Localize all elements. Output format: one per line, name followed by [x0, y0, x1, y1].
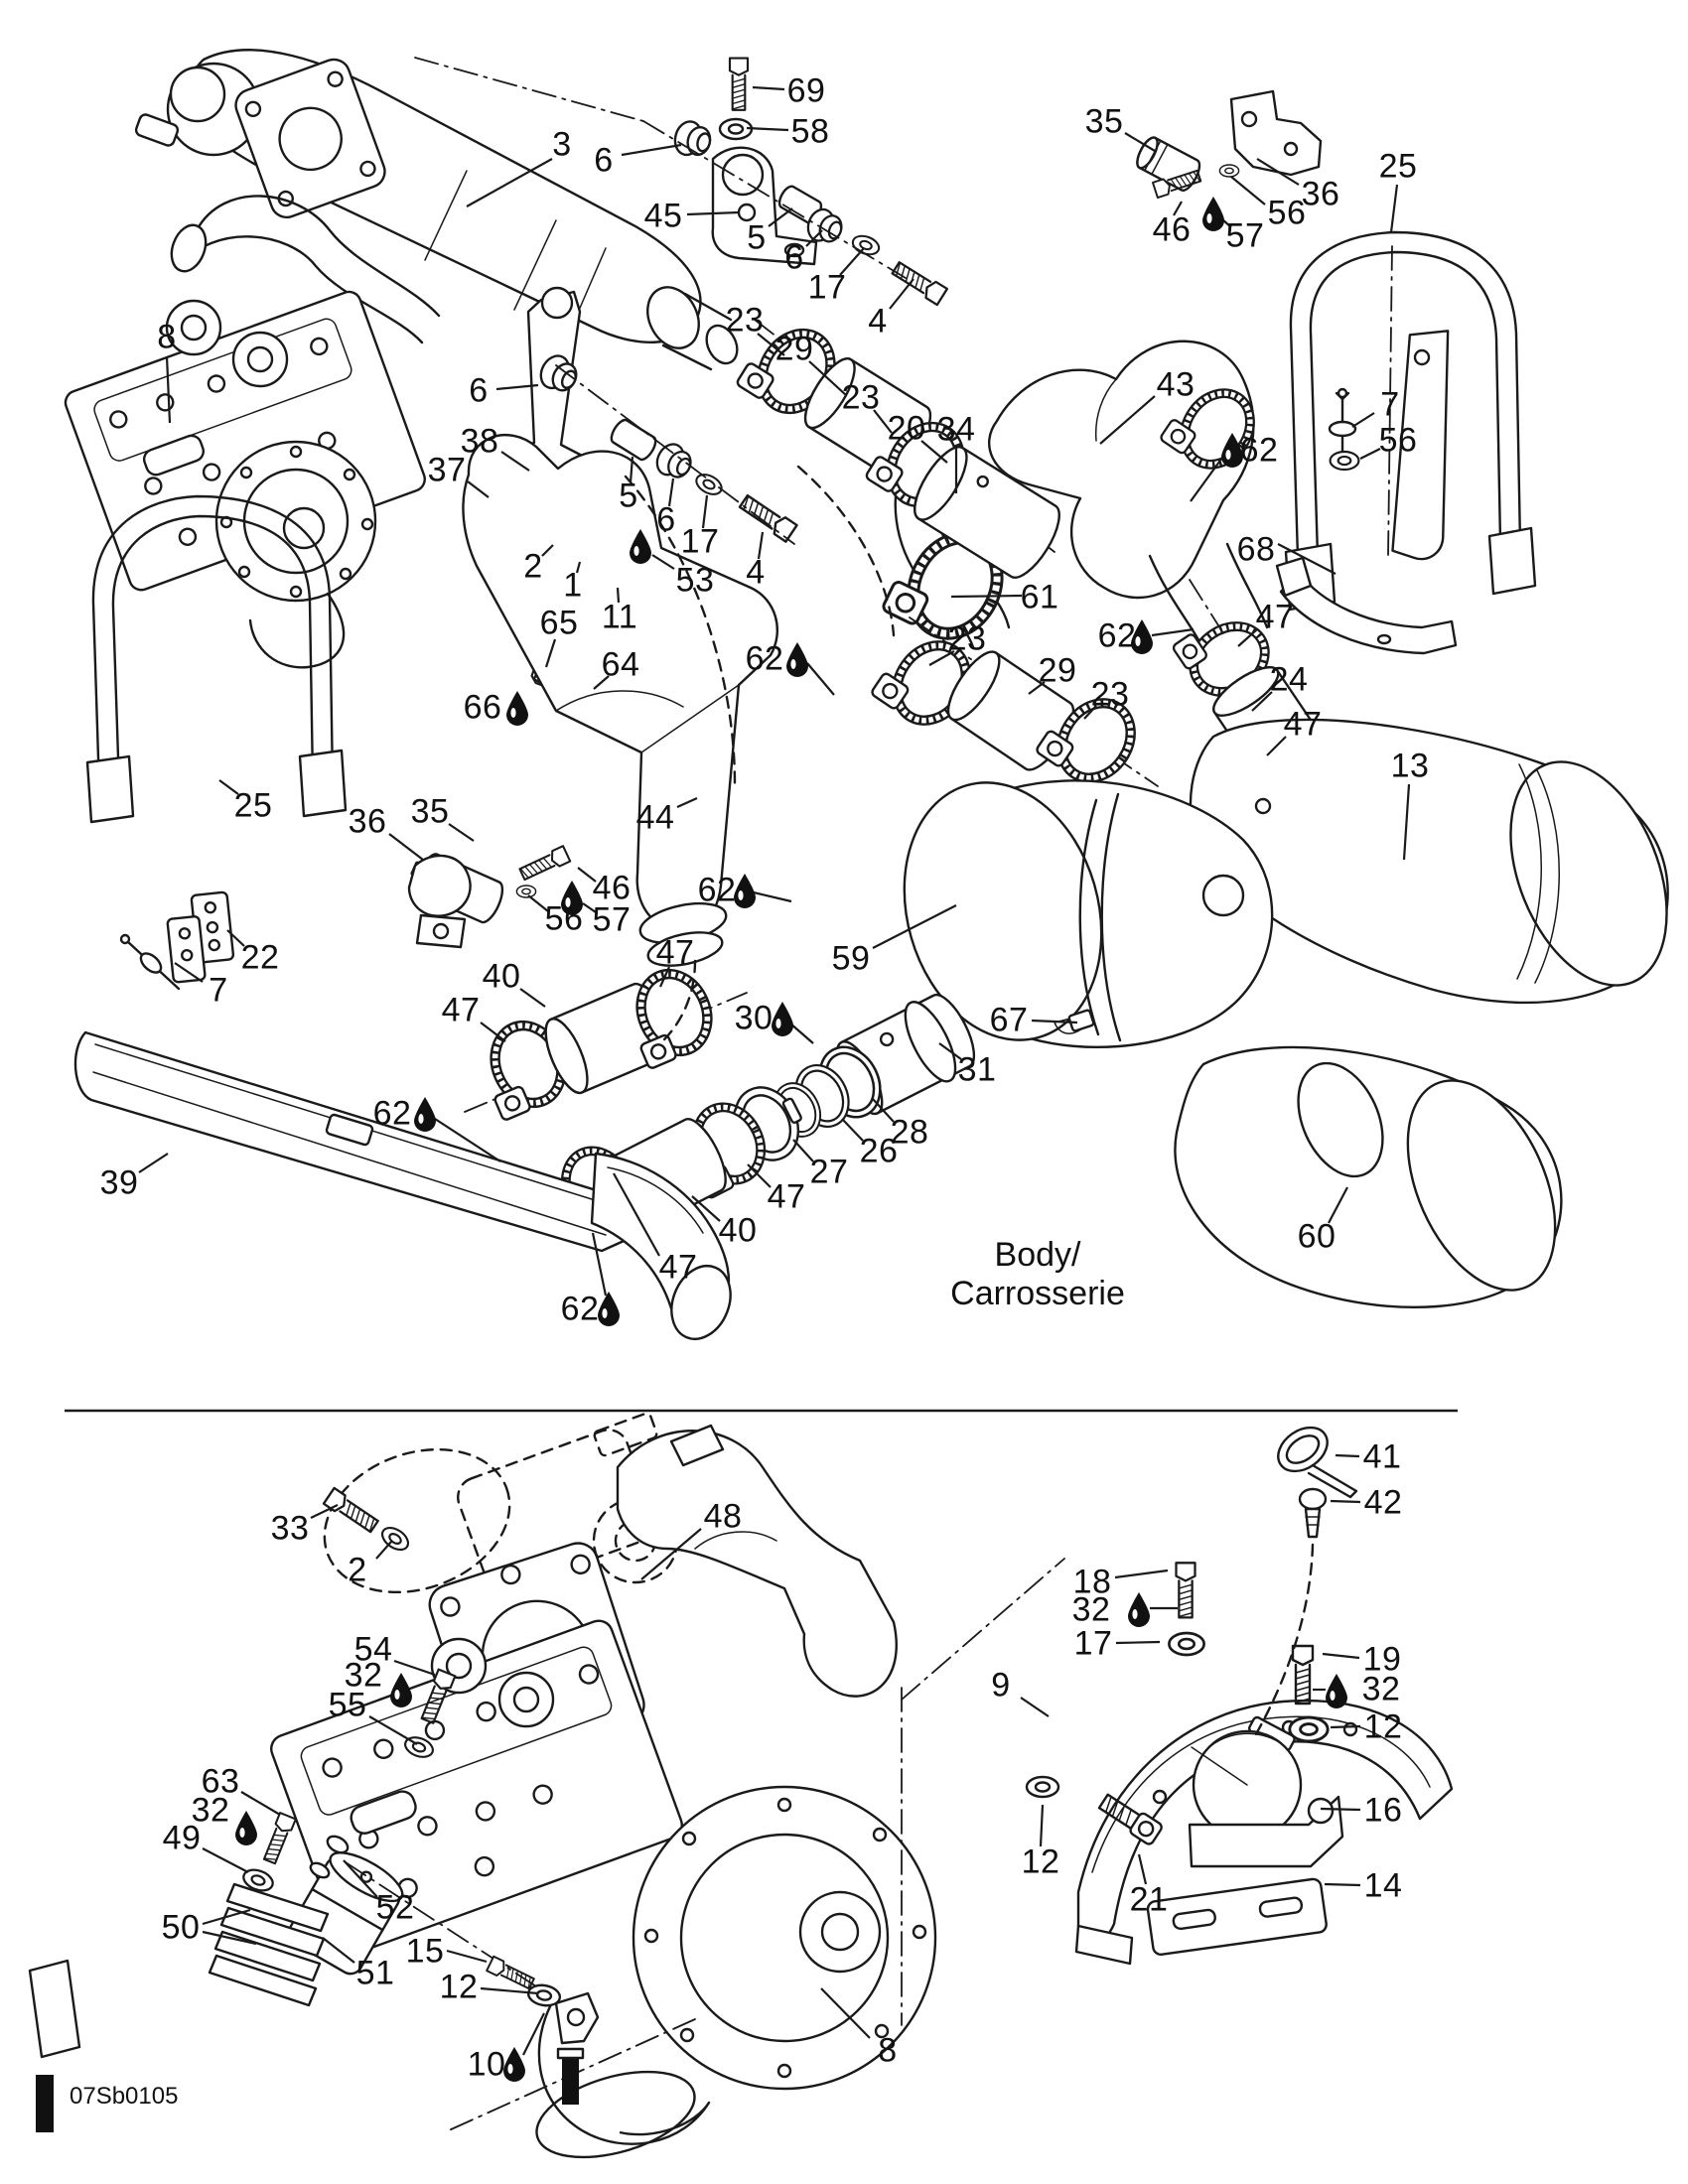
part-callout-32: 32 — [344, 1656, 383, 1695]
leader-line — [1100, 396, 1155, 444]
leader-line — [1321, 1809, 1360, 1810]
part-callout-36: 36 — [1301, 175, 1340, 213]
leader-line — [1238, 629, 1257, 646]
leader-line — [467, 159, 552, 206]
part-callout-34: 34 — [936, 410, 976, 449]
part-callout-6: 6 — [594, 141, 614, 180]
leader-line — [873, 905, 956, 948]
part-callout-4: 4 — [746, 553, 766, 592]
leader-line — [1331, 1726, 1360, 1727]
body-annotation-line2: Carrosserie — [950, 1275, 1125, 1312]
leader-line — [687, 212, 739, 214]
part-callout-27: 27 — [809, 1153, 849, 1191]
part-callout-30: 30 — [734, 999, 774, 1037]
leader-line — [344, 1860, 377, 1897]
part-callout-41: 41 — [1362, 1437, 1402, 1476]
leader-line — [1257, 159, 1299, 185]
leader-line — [481, 1988, 538, 1993]
leader-line — [1139, 1854, 1146, 1884]
part-callout-17: 17 — [807, 268, 847, 307]
part-callout-4: 4 — [868, 302, 888, 341]
leader-line — [821, 1988, 870, 2038]
part-callout-47: 47 — [1255, 598, 1295, 636]
leader-line — [809, 361, 846, 395]
part-callout-23: 23 — [947, 619, 987, 658]
part-callout-47: 47 — [658, 1248, 698, 1287]
part-callout-46: 46 — [1152, 210, 1192, 249]
leader-line — [753, 87, 784, 89]
leader-line — [369, 1716, 417, 1744]
part-callout-8: 8 — [157, 318, 177, 356]
part-callout-32: 32 — [1361, 1670, 1401, 1708]
leader-line — [593, 1233, 606, 1296]
part-callout-48: 48 — [703, 1497, 743, 1536]
oil-drop-icon — [772, 1002, 793, 1036]
leader-line — [468, 481, 489, 497]
part-callout-31: 31 — [957, 1050, 997, 1089]
leader-line — [496, 385, 538, 389]
oil-drop-icon — [1202, 197, 1224, 231]
part-callout-45: 45 — [643, 197, 683, 235]
leader-line — [311, 1505, 338, 1518]
part-callout-36: 36 — [348, 802, 387, 841]
part-callout-44: 44 — [635, 798, 675, 837]
part-callout-47: 47 — [767, 1177, 806, 1216]
leader-line — [447, 1951, 487, 1962]
part-callout-62: 62 — [1239, 431, 1279, 470]
oil-drop-icon — [1128, 1592, 1150, 1627]
part-callout-47: 47 — [441, 991, 481, 1029]
leader-line — [951, 596, 1022, 597]
part-callout-32: 32 — [1071, 1590, 1111, 1629]
part-callout-53: 53 — [675, 561, 715, 600]
part-callout-39: 39 — [99, 1163, 139, 1202]
part-callout-23: 23 — [1090, 675, 1130, 714]
part-callout-7: 7 — [209, 971, 228, 1010]
part-callout-25: 25 — [1378, 147, 1418, 186]
leader-line — [203, 1932, 256, 1944]
part-callout-16: 16 — [1363, 1791, 1403, 1830]
leader-line — [1278, 544, 1336, 574]
part-callout-5: 5 — [747, 218, 767, 257]
part-callout-69: 69 — [786, 71, 826, 110]
part-callout-13: 13 — [1390, 747, 1430, 785]
oil-drop-icon — [1326, 1674, 1347, 1708]
part-callout-20: 20 — [887, 409, 926, 448]
leader-line — [652, 555, 674, 569]
part-callout-26: 26 — [859, 1132, 899, 1170]
leader-line — [449, 824, 474, 841]
oil-drop-icon — [414, 1097, 436, 1132]
part-callout-58: 58 — [790, 112, 830, 151]
part-callout-56: 56 — [1378, 421, 1418, 460]
leader-line — [376, 1542, 391, 1559]
leader-line — [807, 663, 834, 695]
leader-line — [622, 145, 681, 155]
leader-line — [481, 1023, 505, 1041]
leader-line — [203, 1848, 248, 1872]
oil-drop-icon — [235, 1811, 257, 1845]
leader-line — [175, 963, 203, 982]
part-callout-62: 62 — [697, 871, 737, 909]
part-callout-28: 28 — [890, 1113, 929, 1152]
part-callout-35: 35 — [1084, 102, 1124, 141]
leader-line — [546, 639, 555, 667]
leader-line — [769, 208, 792, 226]
leader-line — [614, 1173, 659, 1256]
part-callout-54: 54 — [353, 1630, 393, 1669]
leader-line — [389, 834, 423, 860]
part-callout-23: 23 — [725, 301, 765, 340]
leader-line — [1391, 185, 1397, 232]
part-callout-2: 2 — [523, 547, 543, 586]
part-callout-5: 5 — [619, 477, 638, 515]
leader-line — [323, 1938, 354, 1963]
part-callout-57: 57 — [592, 900, 632, 939]
leader-line — [1152, 629, 1194, 635]
part-callout-46: 46 — [592, 869, 632, 907]
part-callout-55: 55 — [328, 1686, 367, 1724]
part-callout-60: 60 — [1297, 1217, 1336, 1256]
leader-line — [1125, 133, 1155, 151]
leader-line — [890, 279, 914, 309]
leader-line — [203, 1910, 250, 1924]
part-callout-62: 62 — [745, 639, 784, 678]
part-callout-33: 33 — [270, 1509, 310, 1548]
part-callout-32: 32 — [191, 1791, 230, 1830]
part-callout-62: 62 — [1097, 616, 1137, 655]
part-callout-14: 14 — [1363, 1866, 1403, 1905]
part-callout-2: 2 — [348, 1551, 367, 1589]
body-annotation — [950, 1236, 1125, 1313]
part-callout-43: 43 — [1156, 365, 1196, 404]
leader-line — [1360, 449, 1380, 459]
part-callout-17: 17 — [1073, 1624, 1113, 1663]
part-callout-49: 49 — [162, 1819, 202, 1857]
leader-line — [806, 230, 822, 246]
part-callout-66: 66 — [463, 688, 502, 727]
leader-line — [1325, 1884, 1360, 1885]
part-callout-6: 6 — [656, 500, 676, 539]
leader-line — [747, 128, 788, 130]
leader-line — [1021, 1698, 1049, 1716]
part-callout-29: 29 — [1038, 651, 1077, 690]
leader-line — [520, 989, 545, 1007]
leader-line — [1041, 1805, 1043, 1846]
leader-line — [1115, 1570, 1168, 1577]
part-callout-11: 11 — [601, 598, 638, 636]
part-callout-59: 59 — [831, 939, 871, 978]
oil-drop-icon — [630, 529, 651, 564]
leader-line — [501, 452, 529, 471]
part-callout-6: 6 — [784, 238, 804, 277]
leader-line — [1032, 1021, 1077, 1023]
body-annotation-line1: Body/ — [994, 1235, 1081, 1274]
oil-drop-icon — [734, 874, 756, 908]
leader-line — [754, 892, 791, 901]
oil-drop-icon — [503, 2047, 525, 2082]
part-callout-61: 61 — [1020, 578, 1059, 616]
part-callout-67: 67 — [989, 1001, 1029, 1039]
part-callout-62: 62 — [560, 1290, 600, 1328]
part-callout-24: 24 — [1269, 660, 1309, 699]
leader-line — [523, 2013, 544, 2055]
part-callout-62: 62 — [372, 1094, 412, 1133]
part-callout-29: 29 — [774, 330, 814, 368]
part-callout-51: 51 — [355, 1954, 395, 1992]
leader-line — [394, 1661, 435, 1675]
part-callout-47: 47 — [1283, 705, 1323, 744]
leader-line — [677, 798, 697, 807]
leader-line — [1352, 413, 1374, 427]
part-callout-57: 57 — [1225, 216, 1265, 255]
leader-line — [167, 356, 170, 423]
oil-drop-icon — [786, 642, 808, 677]
part-callout-12: 12 — [439, 1968, 479, 2006]
part-callout-64: 64 — [601, 645, 640, 684]
oil-drop-icon — [390, 1673, 412, 1707]
part-callout-56: 56 — [1267, 194, 1307, 232]
leader-line — [139, 1154, 168, 1172]
leader-line — [1116, 1642, 1160, 1643]
part-callout-25: 25 — [233, 786, 273, 825]
leader-line — [1404, 784, 1409, 860]
part-callout-56: 56 — [544, 899, 584, 938]
part-callout-7: 7 — [1380, 385, 1400, 424]
leader-line — [1331, 1501, 1360, 1502]
leader-line — [542, 545, 553, 556]
part-callout-52: 52 — [375, 1888, 415, 1927]
part-callout-21: 21 — [1129, 1880, 1169, 1919]
part-callout-68: 68 — [1236, 530, 1276, 569]
oil-drop-icon — [598, 1292, 620, 1326]
part-callout-35: 35 — [410, 792, 450, 831]
part-callout-9: 9 — [991, 1666, 1011, 1705]
part-callout-65: 65 — [539, 604, 579, 642]
part-callout-12: 12 — [1363, 1707, 1403, 1746]
part-callout-38: 38 — [460, 422, 499, 461]
part-callout-63: 63 — [201, 1762, 240, 1801]
part-callout-42: 42 — [1363, 1483, 1403, 1522]
part-callout-17: 17 — [680, 522, 720, 561]
part-callout-6: 6 — [469, 371, 489, 410]
part-callout-12: 12 — [1021, 1843, 1060, 1881]
part-callout-8: 8 — [878, 2031, 898, 2070]
oil-drop-icon — [506, 691, 528, 726]
leader-line — [1323, 1654, 1359, 1658]
part-callout-22: 22 — [240, 938, 280, 977]
part-callout-3: 3 — [552, 125, 572, 164]
leader-line — [435, 1119, 500, 1161]
leader-line — [1336, 1455, 1359, 1456]
part-callout-10: 10 — [467, 2045, 506, 2084]
part-callout-47: 47 — [655, 933, 695, 972]
leader-line — [790, 1024, 813, 1043]
part-callout-50: 50 — [161, 1908, 201, 1947]
leader-line — [1191, 458, 1222, 501]
part-callout-40: 40 — [718, 1211, 758, 1250]
part-callout-19: 19 — [1362, 1640, 1402, 1679]
part-callout-15: 15 — [405, 1932, 445, 1971]
leader-line — [241, 1792, 280, 1815]
part-callout-18: 18 — [1072, 1563, 1112, 1601]
leader-line — [692, 1196, 720, 1221]
part-callout-1: 1 — [563, 566, 583, 605]
leader-line — [1231, 177, 1265, 205]
part-callout-40: 40 — [482, 957, 521, 996]
leader-line — [641, 1529, 701, 1579]
figure-code: 07Sb0105 — [70, 2083, 179, 2110]
part-callout-23: 23 — [841, 378, 881, 417]
part-callout-37: 37 — [427, 451, 467, 489]
